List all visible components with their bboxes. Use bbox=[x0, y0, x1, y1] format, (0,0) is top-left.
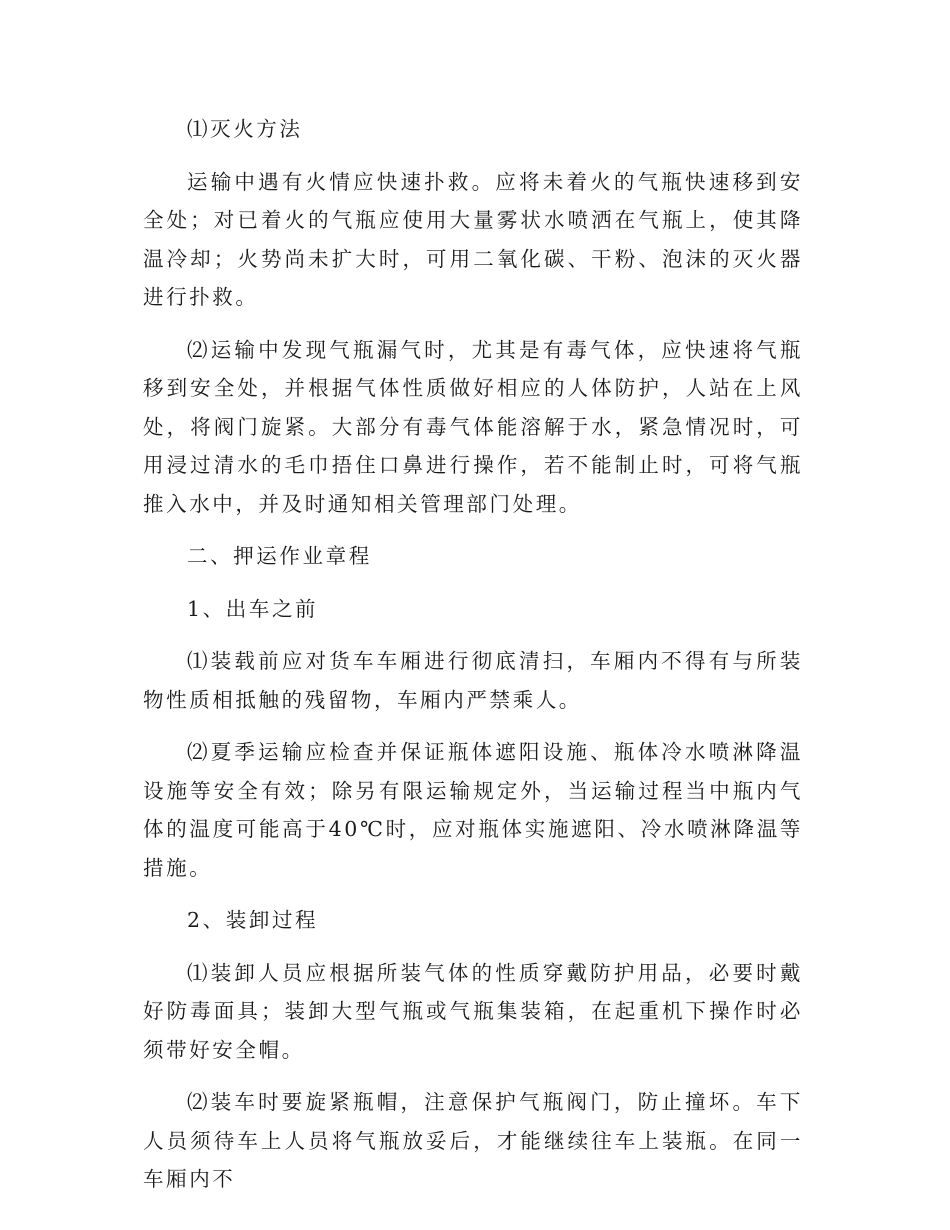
document-body bbox=[143, 110, 803, 1213]
section-heading-before-departure: 1、出车之前 bbox=[187, 596, 319, 621]
paragraph-cleaning: ⑴装载前应对货车车厢进行彻底清扫，车厢内不得有与所装物性质相抵触的残留物，车厢内严禁乘人。 bbox=[143, 649, 803, 712]
section-heading-escort-rules: 二、押运作业章程 bbox=[187, 544, 372, 568]
paragraph-loading-caps: ⑵装车时要旋紧瓶帽，注意保护气瓶阀门，防止撞坏。车下人员须待车上人员将气瓶放妥后，才能继续往车上装瓶。在同一车厢内不 bbox=[143, 1090, 803, 1191]
section-heading-loading: 2、装卸过程 bbox=[187, 908, 319, 932]
paragraph-gas-leak: ⑵运输中发现气瓶漏气时，尤其是有毒气体，应快速将气瓶移到安全处，并根据气体性质做好相应的人体防护，人站在上风处，将阀门旋紧。大部分有毒气体能溶解于水，紧急情况时，可用浸过清水的毛巾捂住口鼻进行操作，若不能制止时，可将气瓶推入水中，并及时通知相关管理部门处理。 bbox=[143, 337, 803, 516]
paragraph-summer-transport: ⑵夏季运输应检查并保证瓶体遮阳设施、瓶体冷水喷淋降温设施等安全有效；除另有限运输规定外，当运输过程当中瓶内气体的温度可能高于40℃时，应对瓶体实施遮阳、冷水喷淋降温等措施。 bbox=[143, 740, 803, 880]
section-heading-fire-method: ⑴灭火方法 bbox=[187, 117, 303, 141]
paragraph-protective-gear: ⑴装卸人员应根据所装气体的性质穿戴防护用品，必要时戴好防毒面具；装卸大型气瓶或气瓶集装箱，在起重机下操作时必须带好安全帽。 bbox=[143, 960, 803, 1062]
paragraph-fire-response: 运输中遇有火情应快速扑救。应将未着火的气瓶快速移到安全处；对已着火的气瓶应使用大量雾状水喷洒在气瓶上，使其降温冷却；火势尚未扩大时，可用二氧化碳、干粉、泡沫的灭火器进行扑救。 bbox=[143, 169, 803, 309]
